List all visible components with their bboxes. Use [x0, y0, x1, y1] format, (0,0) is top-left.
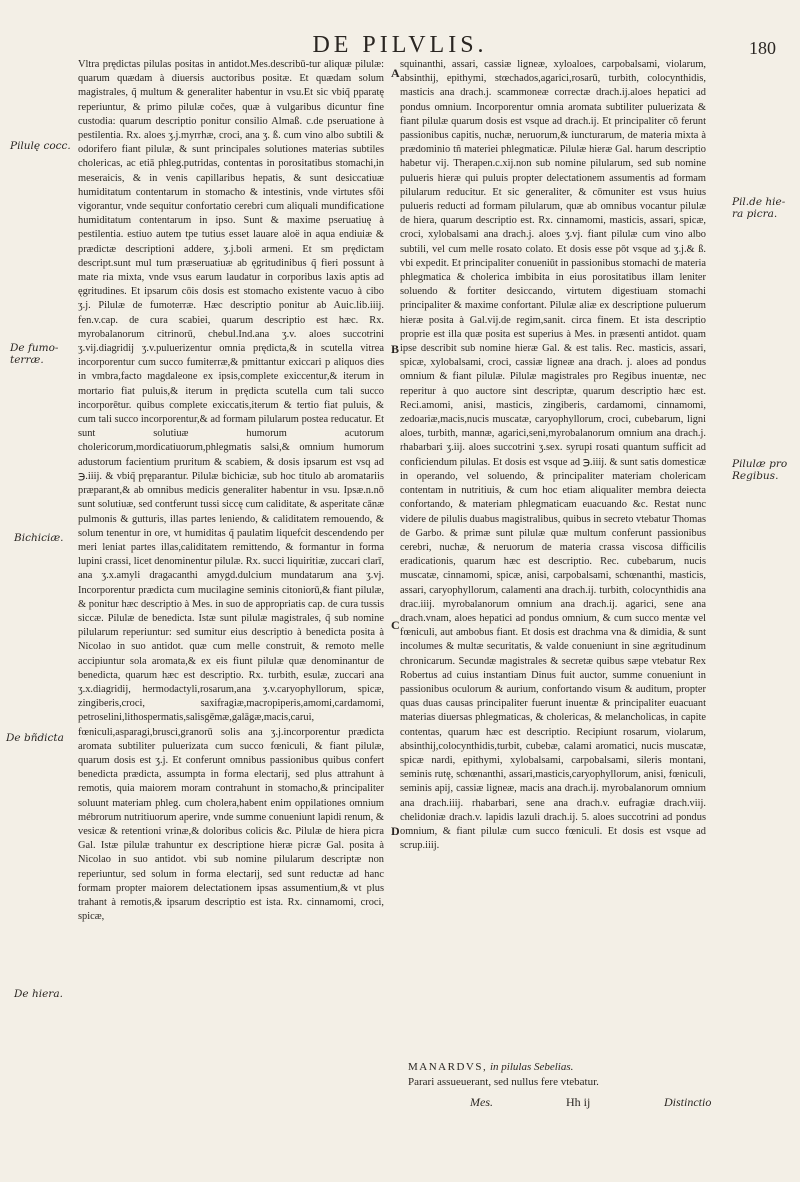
section-letter-c: C [391, 618, 400, 632]
margin-note-pilulae-regibus: Pilulæ pro Regibus. [732, 458, 788, 482]
margin-note-de-benedicta: De bñdicta [6, 732, 64, 744]
section-letter-a: A [391, 66, 400, 80]
right-column-text: squinanthi, assari, cassiæ ligneæ, xyloaloes, carpobalsami, violarum, absinthij, epithymi, stœchados,agarici,rosarū, turbith, colocynthidis, masticis ana drach.j. scammoneæ correctæ drach.ij.aloes hepatici ad pondus omnium. Incorporentur omnia aromata subtiliter puluerizata & fiant pilulæ quarum dosis est vsque ad drach.ij. Et principaliter cō ferunt passionibus capitis, nuchæ, neruorum,& iuncturarum, de materia mixta à prædominio tñ materiei phlegmaticæ. Pilulæ hieræ Gal. harum descriptio habetur vij. Therapen.c.xij.non sub nomine pilularum, sed sub nomine pulueris hieræ qui puluis propter delectationem assumentis ad formam pilularum reducitur. Et sic generaliter, & cōmuniter est vsus huius pulueris reducti ad formam pilularum, quæ ab omnibus vocantur pilulæ de hiera, quarum descriptio est. Rx. cinnamomi, masticis, assari, spicæ, croci, xylobalsami ana drach.j. aloes ʒ.vj. fiant pilulæ cum vino albo subtili, vel cum melle rosato colato. Et dosis esse pōt vsque ad ʒ.j.& ß. vbi expedit. Et principaliter conueniūt in passionibus stomachi de materia phlegmatica & cholerica imbibita in eius porositatibus illam leniter soluendo & fortiter desiccando, virtutem digestiuam stomachi principaliter & maxime confortant. Pilulæ aliæ ex descriptione puluerum hieræ posita à Gal.vij.de regim,sanit. circa finem. Et ista descriptio proprie est illa quæ posita est superius à Mes. in præsenti antidot. quam ipse describit sub nomine hieræ Gal. & est talis. Rec. masticis, assari, spicæ, xylobalsami, croci, cassiæ ligneæ ana drach. j. aloes ad pondus omnium & fiant pilulæ. Pilulæ magistrales pro Regibus inuentæ, nec reperitur à quo auctore sint descriptæ, quarum descriptio hæc est. Reci.amomi, anisi, masticis, zingiberis, cardamomi, cinnamomi, zedoariæ,macis,nucis muscatæ, caryophyllorum, croci, cubebarum, ligni aloes, turbith, mannæ, agarici,seni,myrobalanorum omnium ana drach.j. rhabarbari ʒ.iij. aloes succotrini ʒ.sex. syrupi rosati quantum sufficit ad conficiendum pilulas. Et dosis est vsque ad ℈.iiij. & sunt satis domesticæ in operando, vel soluendo, & principaliter materiam cholericam contentam in nutritiuis, & cum hoc etiam aliqualiter membra deiecta confortando, & materiam phlegmaticam euacuando &c. Restat nunc videre de pilulis duabus magistralibus, quibus in secreto vtebatur Thomas de Garbo. & primæ sunt pilulæ quæ multum conferunt passionibus cerebri, nuchæ, & neruorum de materia crassa viscosa difficilis eradicationis, quarum hæc est descriptio. Rec. cubebarum, nucis muscatæ, cinnamomi, spicæ, anisi, carpobalsami, schœnanthi, masticis, assari, caryophyllorum, calamenti ana drach.ij. turbith, colocynthidis ana drac.iiij. myrobalanorum omnium ana drach.ij. agarici, sene ana drach.vnam, aloes hepatici ad pondus omnium, & cum succo mentæ vel fœniculi, aut ambobus fiant. Et dosis est drachma vna & dimidia, & sunt incolumes & multæ securitatis, & valde conueniunt in sine ægritudinum chronicarum. Secundæ magistrales & secretæ quibus sæpe vtebatur Rex Robertus ad cuius instantiam Dinus fuit auctor, summe conueniunt in passionibus oculorum & aurium, confortando visum & auditum, propter quas duas causas principaliter fuerunt inuentæ & principaliter euacuant materias diuersas phlegmaticas, & cholericas, & melancholicas, in capite contentas, quarum hæc est descriptio. Recipiunt rosarum, violarum, absinthij,colocynthidis,turbit, cubebæ, calami aromatici, nucis muscatæ, spicæ nardi, epithymi, xylobalsami, carpobalsami, sileris montani, seminis rutę, schœnanthi, assari,masticis,caryophyllorum, anisi, fœniculi, seminis apij, cassiæ ligneæ, macis ana drach.ij. myrobalanorum omnium ana drach.iiij. rhabarbari, sene ana drach.v. eufragiæ drach.viij. chelidoniæ drach.v. lapidis lazuli drach.ij. 5. aloes succotrini ad pondus omnium, & fiant pilulæ cum succo fœniculi. Et dosis est vsque ad scrup.iiij. [400, 59, 706, 852]
manardus-name: MANARDVS, [408, 1061, 488, 1073]
page-header [0, 20, 800, 58]
page-number: 180 [749, 38, 776, 58]
running-title: DE PILVLIS. [312, 32, 488, 58]
footer-signature-mark: Hh ij [566, 1095, 591, 1109]
section-letter-b: B [391, 342, 400, 356]
left-column-text: Vltra prędictas pilulas positas in antidot.Mes.describū-tur aliquæ pilulæ: quarum quædam à diuersis auctoribus positæ. Et quædam solum magistrales, q̃ multum & generaliter habentur in vsu.Et sic vbiq̃ pparatę reperiuntur, & primo pilulæ cočes, quæ à vulgaribus dicuntur fine custodia: quarum descriptio ponitur consilio Almaß. c.de pseruatione à pestilentia. Rx. aloes ʒ.j.myrrhæ, croci, ana ʒ. ß. cum vino albo subtili & odorifero fiant pilulæ, & sunt principales solutiones materias subtiles cholericas, ac etiā phleg.putridas, contentas in porositatibus stomachi,in meseraicis, & in venis capillaribus hepatis, & sunt desiccatiuæ humiditatum contentarum in stomacho & intestinis, vnde virtutes sfōi vigorantur, vnde sequitur confortatio cerebri cum aliquali mundificatione humiditatum contentarum in ipso. Sunt & maxime pseruatiuę à pestilentia. estiuo autem tpe tutius esset lauare aloë in aqua endiuiæ & prædictæ descriptioni addere, ʒ.j.boli armeni. Et sm prędictam descript.sunt mul tum præseruatiuæ ab ęgritudinibus q̃ fieri possunt à mate ria mixta, vnde vsus earum laudatur in corporibus laxis aptis ad ęgritudines. Et ipsarum cōis dosis est stomacho existente vacuo à cibo ʒ.j. Pilulæ de fumoterræ. Hæc descriptio ponitur ab Auic.lib.iiij. fen.v.cap. de cura scabiei, quarum descriptio est hæc. Rx. myrobalanorum citrinorū, chebul.Ind.ana ʒ.v. aloes succotrini ʒ.vij.diagridij ʒ.v.puluerizentur omnia prędicta,& in scutella vitrea incorporentur cum succo fumiterræ,& pmittantur exiccari p aliquos dies in vmbra,facto magdaleone ex ipsis,complete exiccentur,& iterum in mortario fiat puluis,& iterum in prędicta scutella cum tali succo incorporētur. quibus complete exiccatis,iterum & tertio fiat puluis, & cum tali succo incorporentur,& ad formam pilularum postea reducatur. Et sunt solutiuæ humorum acutorum cholericorum,mordicatiuorum,phlegmatis salsi,& omnium humorum adustorum facientium pruritum & scabiem, & dosis ipsarum est vsq ad ℈.iiij. & vbiq̃ pręparantur. Pilulæ bichiciæ, sub hoc titulo ab aromatariis præparant,& ab omnibus medicis generaliter habentur in vsu. Ipsæ.n.nō sunt solutiuæ, sed contferunt tussi siccę cum caliditate, & asperitate cānæ pulmonis & gutturis, illas partes leniendo, & caliditatem remouendo, & solum tenentur in ore, vt humiditas q̃ paulatim liquefcit descendendo per meri leniat partes illas,caliditatem remittendo, & formantur in forma lupini crassi, licet denominentur pilulæ. Rx. succi liquiritiæ, zuccari clarī, ana ʒ.x.amyli dragacanthi amygd.dulcium mundatarum ana ʒ.vj. Incorporentur prædicta cum mucilagine seminis citoniorū,& fiant pilulæ, & ponitur hæc descriptio à Mes. in suo de appropriatis cap. de cura tussis siccæ. Pilulæ de benedicta. Istæ sunt pilulæ magistrales, q̃ sub nomine pilularum reperiuntur: sed sumitur eius descriptio à benedicta posita à Nicolao in suo antidot. quæ cum melle construit, & remoto melle accipiuntur sola aromata,& ex eis fiunt pilulæ quæ denominantur de benedicta, quarum hæc est descriptio. Rx. turbith, esulæ, zuccari ana ʒ.x.diagridij, hermodactyli,rosarum,ana ʒ.v.caryophyllorum, spicæ, zingiberis,croci, saxifragiæ,macropiperis,amomi,cardamomi, petroselini,lithospermatis,salisgēmæ,galāgæ,macis,carui, fœniculi,asparagi,brusci,granorū solis ana ʒ.j.incorporentur prædicta aromata subtiliter puluerizata cum succo fœniculi, & fiant pilulæ, quarum dosis est ʒ.j. Et conferunt omnibus passionibus quibus confert benedicta prædicta, assumpta in forma electarij, sed plus attrahunt à remotis, quia maiorem moram contrahunt in stomacho,& principaliter soluunt materiam phleg. cum cholera,habent enim oppilationes omnium mébrorum nutritiuorum aperire, vnde summe conueniunt lapidi renum, & vesicæ & retentioni vrinæ,& doloribus colicis &c. Pilulæ de hiera picra Gal. Istæ pilulæ trahuntur ex descriptione hieræ picræ Gal. posita à Nicolao in suo antidot. vbi sub nomine pilularum descriptæ non reperiuntur, sed solum in forma electarij, sed sunt reductæ ad hanc formam propter maiorem delectationem ipsas assumentium,& vt plus trahant à remotis,& ipsarum descriptio est ista. Rx. cinnamomi, croci, spicæ, [78, 59, 384, 923]
footer-catchword-left: Mes. [470, 1095, 493, 1109]
margin-note-de-hiera: De hiera. [14, 988, 63, 1000]
manardus-title: in pilulas Sebelias. [489, 1061, 574, 1073]
margin-note-pilulae-cocciae: Pilulę cocc. [10, 140, 71, 152]
footer-catchword: Distinctio [664, 1095, 712, 1109]
left-column [78, 58, 384, 1108]
margin-note-bichiciae: Bichiciæ. [14, 532, 64, 544]
section-letter-d: D [391, 824, 400, 838]
right-column [400, 58, 706, 852]
manardus-note [408, 1060, 708, 1090]
manardus-line: Parari assueuerant, sed nullus fere vtebatur. [408, 1076, 599, 1088]
margin-note-de-fumoterrae: De fumo-terræ. [10, 342, 59, 366]
page-footer [0, 1095, 800, 1115]
margin-note-pil-hierapicra: Pil.de hie-ra picra. [732, 196, 786, 220]
